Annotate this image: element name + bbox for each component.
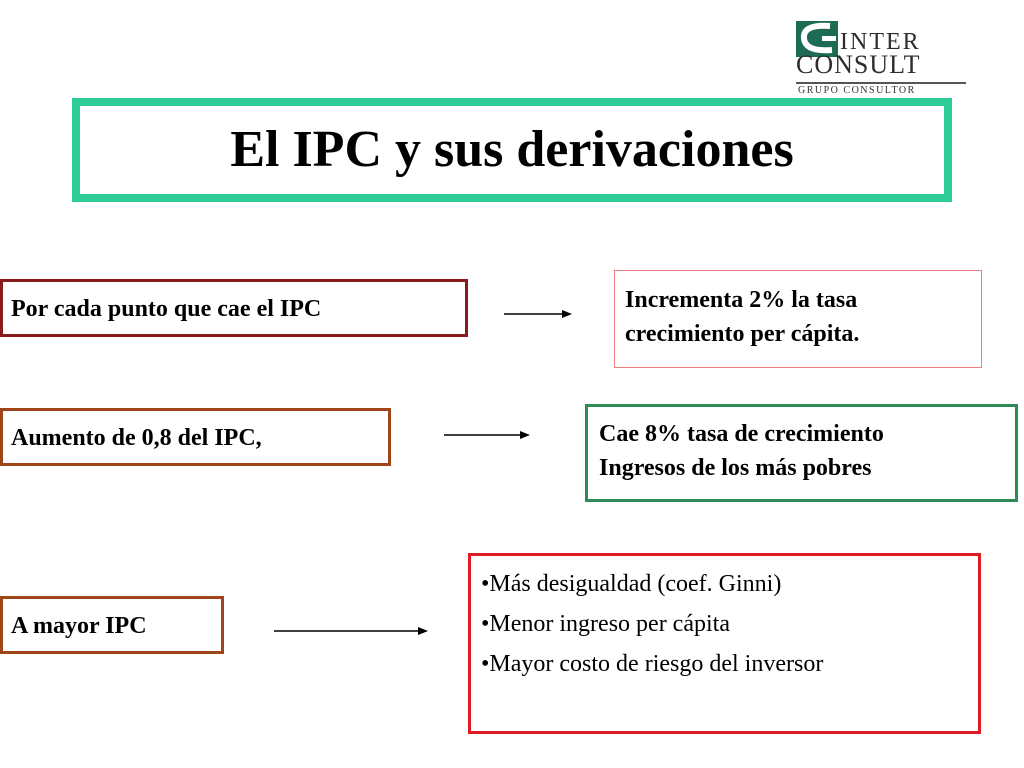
title-box [72,98,952,202]
effect-2-line-1: Cae 8% tasa de crecimiento [599,421,884,447]
effect-3-item-2: •Menor ingreso per cápita [481,611,730,637]
logo-divider [796,82,966,84]
logo-tagline: GRUPO CONSULTOR [798,85,916,96]
effect-box-1 [614,270,982,368]
effect-1-line-2: crecimiento per cápita. [625,321,860,348]
arrow-1 [500,304,580,324]
arrow-2 [440,425,540,445]
effect-list-3 [481,564,968,684]
effect-2-line-2: Ingresos de los más pobres [599,455,872,482]
logo-word-inter: INTER [840,29,921,55]
cause-text-1: Por cada punto que cae el IPC [11,296,322,322]
cause-text-2: Aumento de 0,8 del IPC, [11,425,262,451]
arrow-3 [270,621,440,641]
effect-3-item-1: •Más desigualdad (coef. Ginni) [481,571,782,597]
cause-box-2 [0,408,391,466]
cause-box-3 [0,596,224,654]
effect-box-2 [585,404,1018,502]
slide-title: El IPC y sus derivaciones [230,121,794,178]
effect-1-line-1: Incrementa 2% la tasa [625,287,858,313]
effect-box-3 [468,553,981,734]
effect-3-item-3: •Mayor costo de riesgo del inversor [481,651,824,677]
cause-box-1 [0,279,468,337]
cause-text-3: A mayor IPC [11,613,147,639]
company-logo [792,18,972,96]
logo-word-consult: CONSULT [796,50,921,79]
